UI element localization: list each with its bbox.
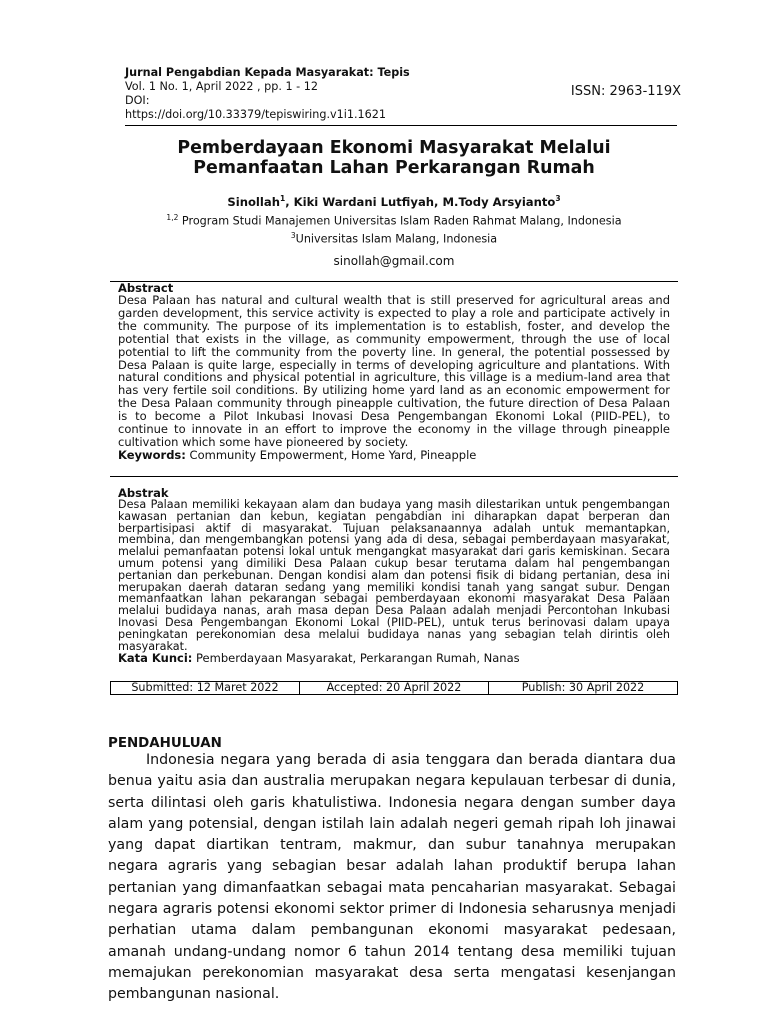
author-email[interactable]: sinollah@gmail.com	[333, 254, 455, 268]
abstrak-heading: Abstrak	[118, 486, 169, 500]
submission-dates-table	[110, 681, 678, 695]
header-divider	[125, 125, 677, 126]
affiliation-superscript: 1,2	[166, 213, 179, 222]
affiliation-text: Universitas Islam Malang, Indonesia	[295, 232, 498, 246]
doi-label: DOI:	[125, 94, 150, 107]
submitted-date: Submitted: 12 Maret 2022	[131, 681, 279, 694]
kata-kunci-text: Pemberdayaan Masyarakat, Perkarangan Rumah, Nanas	[196, 651, 520, 666]
abstract-text: Desa Palaan has natural and cultural wealth that is still preserved for agricultural areas and garden development, this service activity is expected to play a role and participate actively in the community. The purpose of its implementation is to establish, foster, and develop the potential that exists in the village, as community empowerment, through the use of local potential to lift the community from the poverty line. In general, the potential possessed by Desa Palaan is quite large, especially in terms of developing agriculture and plantations. With natural conditions and physical potential in agriculture, this village is a medium-land area that has very fertile soil conditions. By utilizing home yard land as an economic empowerment for the Desa Palaan community through pineapple cultivation, the future direction of Desa Palaan is to become a Pilot Inkubasi Inovasi Desa Pengembangan Ekonomi Lokal (PIID-PEL), to continue to innovate in an effort to improve the economy in the village through pineapple cultivation which some have pioneered by society.	[118, 293, 670, 449]
doi-link[interactable]: https://doi.org/10.33379/tepiswiring.v1i1.1621	[125, 108, 386, 121]
keywords-text: Community Empowerment, Home Yard, Pineapple	[189, 447, 477, 462]
affiliation-superscript: 3	[290, 230, 296, 240]
affiliations	[100, 211, 688, 246]
abstrak-section	[118, 487, 670, 665]
journal-name: Jurnal Pengabdian Kepada Masyarakat: Tepis	[125, 66, 410, 79]
author-superscript: 1	[279, 194, 286, 203]
abstrak-keywords	[118, 652, 670, 665]
author-name: Kiki Wardani Lutfiyah	[293, 194, 435, 209]
affiliation-text: Program Studi Manajemen Universitas Islam Raden Rahmat Malang, Indonesia	[181, 214, 622, 228]
author-list: Sinollah$^1$, Kiki Wardani Lutfiyah, M.Tody Arsyianto$^3$	[227, 194, 561, 209]
author-superscript: 3	[555, 194, 561, 203]
abstract-bottom-rule	[110, 476, 678, 477]
journal-header	[125, 66, 485, 122]
abstract-keywords	[118, 449, 670, 462]
accepted-date: Accepted: 20 April 2022	[299, 682, 488, 694]
paragraph-text: Indonesia negara yang berada di asia tenggara dan berada diantara dua benua yaitu asia dan australia merupakan negara kepulauan terbesar di dunia, serta dilintasi oleh garis khatulistiwa. Indonesia negara dengan sumber daya alam yang potensial, dengan istilah lain adalah negeri gemah ripah loh jinawai yang dapat diartikan tentram, makmur, dan subur tanahnya merupakan negara agraris yang sebagian besar adalah lahan produktif berupa lahan pertanian yang dimanfaatkan sebagai mata pencaharian masyarakat. Sebagai negara agraris potensi ekonomi sektor primer di Indonesia seharusnya menjadi perhatian utama dalam pembangunan ekonomi masyarakat pedesaan, amanah undang-undang nomor 6 tahun 2014 tentang desa memiliki tujuan memajukan perekonomian masyarakat desa serta mengatasi kesenjangan pembangunan nasional.	[108, 752, 676, 1003]
abstract-section	[118, 282, 670, 462]
title-line-2: Pemanfaatan Lahan Perkarangan Rumah	[193, 158, 595, 178]
kata-kunci-label: Kata Kunci:	[118, 651, 193, 666]
affiliation-1	[100, 211, 688, 229]
paper-title	[100, 138, 688, 178]
section-heading: PENDAHULUAN	[108, 736, 222, 751]
author-name: Sinollah	[227, 194, 280, 209]
abstrak-text: Desa Palaan memiliki kekayaan alam dan budaya yang masih dilestarikan untuk pengembangan kawasan pertanian dan kebun, kegiatan pengabdian ini diharapkan dapat berperan dan berpartisipasi aktif di masyarakat. Tujuan pelaksanaannya adalah untuk memantapkan, membina, dan mengembangkan potensi yang ada di desa, sebagai pemberdayaan masyarakat, melalui pemanfaatan potensi lokal untuk mengangkat masyarakat dari garis kemiskinan. Secara umum potensi yang dimiliki Desa Palaan cukup besar terutama dalam hal pengembangan pertanian dan perkebunan. Dengan kondisi alam dan potensi fisik di bidang pertanian, desa ini merupakan daerah dataran sedang yang memiliki kondisi tanah yang sangat subur. Dengan memanfaatkan lahan pekarangan sebagai pemberdayaan ekonomi masyarakat Desa Palaan melalui budidaya nanas, arah masa depan Desa Palaan adalah menjadi Percontohan Inkubasi Inovasi Desa Pengembangan Ekonomi Lokal (PIID-PEL), untuk terus berinovasi dalam upaya peningkatan perekonomian desa melalui budidaya nanas yang sebagian telah dirintis oleh masyarakat.	[118, 498, 670, 653]
issn: ISSN: 2963-119X	[570, 84, 681, 99]
title-line-1: Pemberdayaan Ekonomi Masyarakat Melalui	[177, 138, 611, 158]
affiliation-2	[100, 229, 688, 247]
journal-volume: Vol. 1 No. 1, April 2022 , pp. 1 - 12	[125, 80, 318, 93]
author-name: M.Tody Arsyianto	[442, 194, 556, 209]
keywords-label: Keywords:	[118, 447, 186, 462]
published-date: Publish: 30 April 2022	[488, 682, 677, 694]
body-paragraph	[108, 750, 676, 1006]
abstract-heading: Abstract	[118, 281, 174, 295]
